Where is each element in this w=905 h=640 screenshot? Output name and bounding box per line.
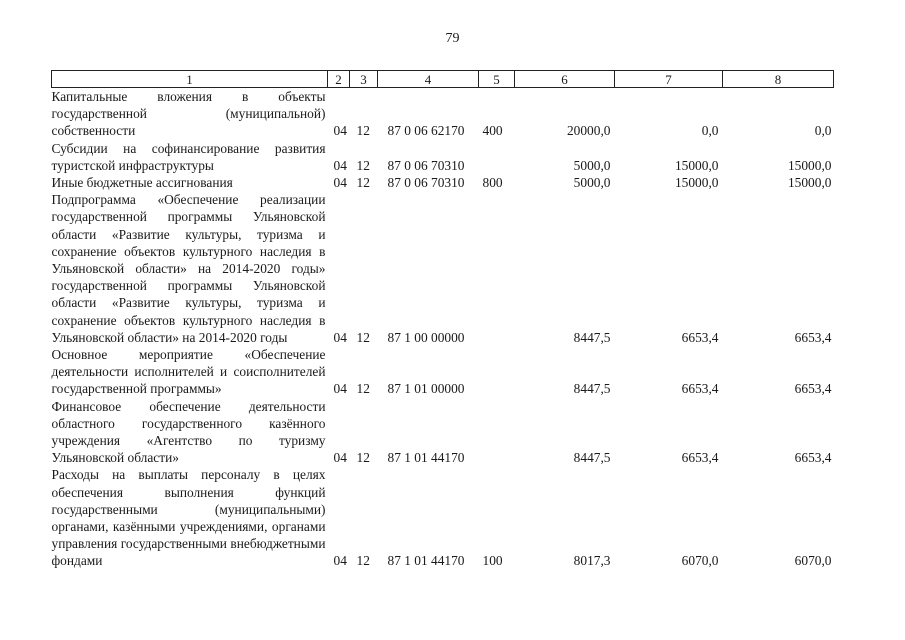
amount-col6: 5000,0 [573,157,611,173]
subsection-code: 12 [356,175,370,191]
expense-type-code [479,398,515,467]
section-code: 04 [333,123,347,139]
subsection-code: 12 [356,450,370,466]
amount-col7: 15000,0 [674,157,719,173]
amount-col6: 8447,5 [573,329,611,345]
table-header-row [52,71,834,88]
expense-type-code: 800 [482,175,503,191]
expense-type-code [479,346,515,398]
row-name: Подпрограмма «Обеспечение реализации государственной программы Ульяновской области «Развитие культуры, туризма и сохранение объектов культурного наследия в Ульяновской области» на 2014-2020 годы» государственной программы Ульяновской области «Развитие культуры, туризма и сохранение объектов культурного наследия в Ульяновской области» на 2014-2020 годы [51,192,326,345]
subsection-code: 12 [356,553,370,569]
amount-col8: 15000,0 [787,175,832,191]
row-name: Капитальные вложения в объекты государственной (муниципальной) собственности [51,89,326,139]
amount-col8: 6070,0 [794,553,832,569]
expense-type-code [479,191,515,346]
target-article-code: 87 1 01 44170 [387,450,465,466]
amount-col8: 15000,0 [787,157,832,173]
column-header: 2 [328,71,350,88]
subsection-code: 12 [356,329,370,345]
amount-col7: 6070,0 [681,553,719,569]
column-header: 6 [515,71,615,88]
column-header: 1 [52,71,328,88]
target-article-code: 87 1 01 44170 [387,553,465,569]
amount-col6: 8447,5 [573,381,611,397]
table-row [52,191,834,346]
amount-col8: 6653,4 [794,450,832,466]
amount-col7: 6653,4 [681,329,719,345]
table-row [52,466,834,569]
expense-type-code: 100 [482,553,503,569]
table-row [52,346,834,398]
section-code: 04 [333,329,347,345]
column-header: 8 [723,71,834,88]
row-name: Финансовое обеспечение деятельности областного государственного казённого учреждения «Агентство по туризму Ульяновской области» [51,398,326,466]
subsection-code: 12 [356,123,370,139]
section-code: 04 [333,157,347,173]
row-name: Расходы на выплаты персоналу в целях обеспечения выполнения функций государственными (муниципальными) органами, казёнными учреждениями, органами управления государственными внебюджетными фондами [51,467,326,569]
row-name: Иные бюджетные ассигнования [51,175,233,191]
target-article-code: 87 0 06 70310 [387,175,465,191]
amount-col6: 5000,0 [573,175,611,191]
table-row [52,140,834,174]
expense-type-code [479,140,515,174]
row-name: Субсидии на софинансирование развития туристской инфраструктуры [51,140,326,173]
expense-type-code: 400 [482,123,503,139]
amount-col6: 20000,0 [566,123,611,139]
amount-col7: 6653,4 [681,381,719,397]
column-header: 4 [378,71,479,88]
amount-col7: 15000,0 [674,175,719,191]
section-code: 04 [333,381,347,397]
target-article-code: 87 0 06 70310 [387,157,465,173]
column-header: 5 [479,71,515,88]
amount-col6: 8017,3 [573,553,611,569]
subsection-code: 12 [356,157,370,173]
amount-col7: 0,0 [701,123,719,139]
column-header: 3 [350,71,378,88]
section-code: 04 [333,175,347,191]
budget-table [51,70,834,570]
table-row [52,398,834,467]
amount-col8: 6653,4 [794,329,832,345]
section-code: 04 [333,553,347,569]
target-article-code: 87 1 01 00000 [387,381,465,397]
target-article-code: 87 1 00 00000 [387,329,465,345]
target-article-code: 87 0 06 62170 [387,123,465,139]
row-name: Основное мероприятие «Обеспечение деятельности исполнителей и соисполнителей государственной программы» [51,347,326,397]
amount-col8: 0,0 [814,123,832,139]
subsection-code: 12 [356,381,370,397]
amount-col6: 8447,5 [573,450,611,466]
page-number: 79 [445,31,460,46]
column-header: 7 [615,71,723,88]
table-row [52,174,834,191]
table-row [52,88,834,140]
amount-col7: 6653,4 [681,450,719,466]
amount-col8: 6653,4 [794,381,832,397]
section-code: 04 [333,450,347,466]
